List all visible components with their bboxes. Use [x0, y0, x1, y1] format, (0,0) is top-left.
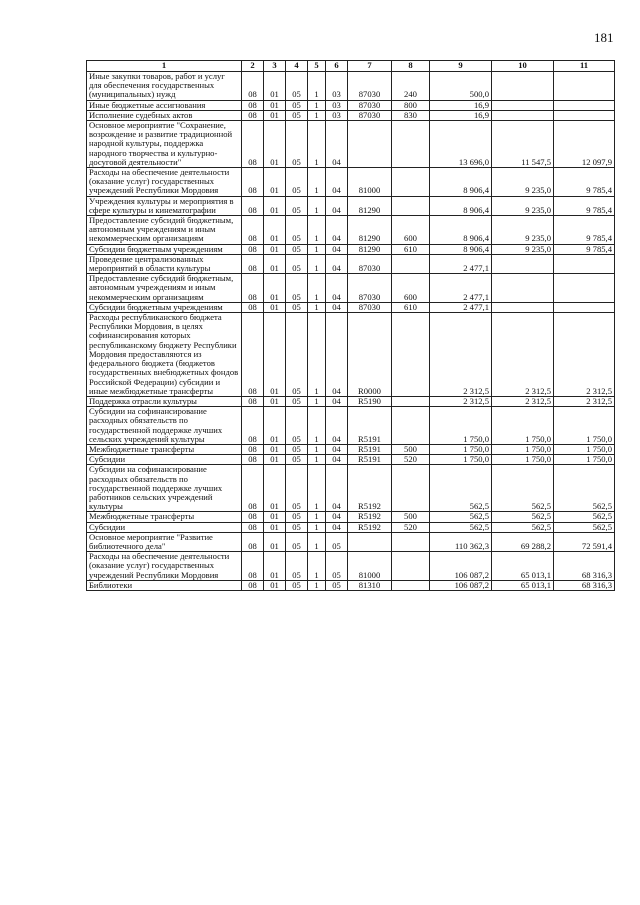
code-activity: 04 [326, 455, 348, 465]
code-expense-type [392, 580, 430, 590]
amount-year-1: 16,9 [430, 110, 492, 120]
amount-year-2: 2 312,5 [492, 396, 554, 406]
code-program: 05 [286, 465, 308, 512]
code-section: 08 [242, 244, 264, 254]
table-row [87, 274, 615, 303]
code-program: 05 [286, 444, 308, 454]
code-activity: 04 [326, 121, 348, 168]
table-row [87, 110, 615, 120]
amount-year-3: 72 591,4 [554, 532, 615, 551]
code-section: 08 [242, 313, 264, 397]
code-section: 08 [242, 552, 264, 581]
column-header: 3 [264, 61, 286, 72]
row-description: Учреждения культуры и мероприятия в сфере культуры и кинематографии [87, 196, 242, 215]
code-direction: 81290 [348, 196, 392, 215]
code-direction: 81290 [348, 244, 392, 254]
code-activity: 04 [326, 444, 348, 454]
code-program: 05 [286, 100, 308, 110]
amount-year-1: 1 750,0 [430, 444, 492, 454]
code-program: 05 [286, 110, 308, 120]
code-subsection: 01 [264, 552, 286, 581]
table-row [87, 100, 615, 110]
table-row [87, 407, 615, 445]
amount-year-1: 2 477,1 [430, 254, 492, 273]
code-program: 05 [286, 72, 308, 101]
code-expense-type [392, 168, 430, 197]
table-row [87, 552, 615, 581]
amount-year-3: 68 316,3 [554, 580, 615, 590]
code-subprogram: 1 [308, 512, 326, 522]
code-expense-type: 520 [392, 455, 430, 465]
amount-year-2: 562,5 [492, 512, 554, 522]
code-activity: 04 [326, 313, 348, 397]
code-subsection: 01 [264, 444, 286, 454]
row-description: Основное мероприятие "Развитие библиотечного дела" [87, 532, 242, 551]
code-direction: 81290 [348, 216, 392, 245]
code-expense-type [392, 552, 430, 581]
code-activity: 05 [326, 552, 348, 581]
code-section: 08 [242, 532, 264, 551]
row-description: Иные закупки товаров, работ и услуг для обеспечения государственных (муниципальных) нужд [87, 72, 242, 101]
amount-year-3: 1 750,0 [554, 444, 615, 454]
amount-year-1: 500,0 [430, 72, 492, 101]
code-subsection: 01 [264, 216, 286, 245]
code-subprogram: 1 [308, 302, 326, 312]
code-direction: R5192 [348, 522, 392, 532]
code-subsection: 01 [264, 302, 286, 312]
code-program: 05 [286, 254, 308, 273]
amount-year-2: 9 235,0 [492, 168, 554, 197]
code-program: 05 [286, 522, 308, 532]
code-program: 05 [286, 396, 308, 406]
amount-year-1: 562,5 [430, 465, 492, 512]
code-section: 08 [242, 72, 264, 101]
row-description: Расходы республиканского бюджета Республики Мордовия, в целях софинансирования которых республиканскому бюджету Республики Мордовия предоставляются из федерального бюджета (бюджетов государственных внебюджетных фондов Российской Федерации) субсидии и иные межбюджетные трансферты [87, 313, 242, 397]
code-activity: 04 [326, 522, 348, 532]
code-subprogram: 1 [308, 110, 326, 120]
code-direction: 87030 [348, 72, 392, 101]
amount-year-3: 9 785,4 [554, 196, 615, 215]
code-activity: 04 [326, 216, 348, 245]
column-header: 5 [308, 61, 326, 72]
code-section: 08 [242, 396, 264, 406]
code-direction: 87030 [348, 110, 392, 120]
code-direction: R0000 [348, 313, 392, 397]
amount-year-2: 65 013,1 [492, 580, 554, 590]
code-expense-type: 800 [392, 100, 430, 110]
amount-year-2: 562,5 [492, 465, 554, 512]
code-section: 08 [242, 196, 264, 215]
code-subprogram: 1 [308, 552, 326, 581]
table-row [87, 121, 615, 168]
table-row [87, 455, 615, 465]
amount-year-3: 562,5 [554, 512, 615, 522]
column-header: 7 [348, 61, 392, 72]
amount-year-2: 11 547,5 [492, 121, 554, 168]
code-program: 05 [286, 274, 308, 303]
code-subsection: 01 [264, 254, 286, 273]
code-direction: R5190 [348, 396, 392, 406]
budget-table [86, 60, 615, 591]
column-header: 11 [554, 61, 615, 72]
code-program: 05 [286, 121, 308, 168]
page-number: 181 [594, 30, 614, 45]
amount-year-2: 1 750,0 [492, 407, 554, 445]
amount-year-3: 1 750,0 [554, 407, 615, 445]
code-subsection: 01 [264, 396, 286, 406]
amount-year-3: 9 785,4 [554, 244, 615, 254]
amount-year-1: 2 312,5 [430, 396, 492, 406]
code-program: 05 [286, 313, 308, 397]
code-activity: 04 [326, 168, 348, 197]
code-section: 08 [242, 274, 264, 303]
amount-year-2: 562,5 [492, 522, 554, 532]
code-subsection: 01 [264, 313, 286, 397]
code-direction: R5191 [348, 407, 392, 445]
code-direction: R5192 [348, 512, 392, 522]
code-section: 08 [242, 302, 264, 312]
column-header: 8 [392, 61, 430, 72]
column-header: 1 [87, 61, 242, 72]
code-section: 08 [242, 216, 264, 245]
amount-year-1: 8 906,4 [430, 244, 492, 254]
code-subsection: 01 [264, 110, 286, 120]
amount-year-1: 8 906,4 [430, 216, 492, 245]
amount-year-1: 2 477,1 [430, 274, 492, 303]
amount-year-1: 8 906,4 [430, 196, 492, 215]
code-direction: 81000 [348, 552, 392, 581]
amount-year-2: 1 750,0 [492, 444, 554, 454]
code-subprogram: 1 [308, 407, 326, 445]
amount-year-3: 9 785,4 [554, 216, 615, 245]
code-subprogram: 1 [308, 580, 326, 590]
amount-year-1: 106 087,2 [430, 552, 492, 581]
code-direction [348, 532, 392, 551]
table-row [87, 244, 615, 254]
row-description: Субсидии на софинансирование расходных обязательств по государственной поддержке лучших работников сельских учреждений культуры [87, 465, 242, 512]
code-program: 05 [286, 455, 308, 465]
column-header: 4 [286, 61, 308, 72]
code-activity: 04 [326, 512, 348, 522]
row-description: Проведение централизованных мероприятий в области культуры [87, 254, 242, 273]
code-expense-type [392, 396, 430, 406]
code-subprogram: 1 [308, 313, 326, 397]
code-subprogram: 1 [308, 532, 326, 551]
code-subprogram: 1 [308, 455, 326, 465]
code-activity: 04 [326, 274, 348, 303]
amount-year-1: 16,9 [430, 100, 492, 110]
amount-year-1: 1 750,0 [430, 455, 492, 465]
code-program: 05 [286, 512, 308, 522]
amount-year-3: 2 312,5 [554, 313, 615, 397]
amount-year-2 [492, 110, 554, 120]
code-subsection: 01 [264, 196, 286, 215]
amount-year-2 [492, 254, 554, 273]
code-section: 08 [242, 110, 264, 120]
amount-year-1: 2 312,5 [430, 313, 492, 397]
code-expense-type [392, 121, 430, 168]
code-subprogram: 1 [308, 121, 326, 168]
code-program: 05 [286, 302, 308, 312]
code-subprogram: 1 [308, 274, 326, 303]
table-header-row [87, 61, 615, 72]
amount-year-2 [492, 302, 554, 312]
table-row [87, 532, 615, 551]
code-activity: 04 [326, 465, 348, 512]
code-subsection: 01 [264, 274, 286, 303]
code-subprogram: 1 [308, 522, 326, 532]
code-direction [348, 121, 392, 168]
amount-year-1: 562,5 [430, 522, 492, 532]
code-subsection: 01 [264, 121, 286, 168]
amount-year-3 [554, 302, 615, 312]
row-description: Расходы на обеспечение деятельности (оказание услуг) государственных учреждений Республики Мордовия [87, 168, 242, 197]
code-subsection: 01 [264, 244, 286, 254]
code-subprogram: 1 [308, 100, 326, 110]
code-section: 08 [242, 100, 264, 110]
code-activity: 04 [326, 407, 348, 445]
code-expense-type: 830 [392, 110, 430, 120]
code-expense-type: 520 [392, 522, 430, 532]
row-description: Предоставление субсидий бюджетным, автономным учреждениям и иным некоммерческим организациям [87, 274, 242, 303]
row-description: Поддержка отрасли культуры [87, 396, 242, 406]
table-row [87, 396, 615, 406]
code-expense-type: 240 [392, 72, 430, 101]
row-description: Межбюджетные трансферты [87, 444, 242, 454]
table-row [87, 216, 615, 245]
code-section: 08 [242, 455, 264, 465]
code-section: 08 [242, 407, 264, 445]
amount-year-2 [492, 274, 554, 303]
amount-year-1: 2 477,1 [430, 302, 492, 312]
amount-year-3 [554, 274, 615, 303]
table-body [87, 72, 615, 591]
code-subsection: 01 [264, 532, 286, 551]
code-activity: 04 [326, 254, 348, 273]
row-description: Межбюджетные трансферты [87, 512, 242, 522]
row-description: Иные бюджетные ассигнования [87, 100, 242, 110]
code-direction: 81310 [348, 580, 392, 590]
table-row [87, 196, 615, 215]
code-subprogram: 1 [308, 465, 326, 512]
code-subsection: 01 [264, 100, 286, 110]
column-header: 2 [242, 61, 264, 72]
column-header: 10 [492, 61, 554, 72]
amount-year-3 [554, 72, 615, 101]
row-description: Субсидии [87, 522, 242, 532]
amount-year-3 [554, 100, 615, 110]
column-header: 9 [430, 61, 492, 72]
code-direction: 81000 [348, 168, 392, 197]
amount-year-2: 9 235,0 [492, 216, 554, 245]
code-activity: 04 [326, 244, 348, 254]
code-direction: 87030 [348, 100, 392, 110]
row-description: Исполнение судебных актов [87, 110, 242, 120]
row-description: Субсидии бюджетным учреждениям [87, 302, 242, 312]
code-direction: 87030 [348, 254, 392, 273]
code-program: 05 [286, 244, 308, 254]
amount-year-1: 110 362,3 [430, 532, 492, 551]
code-program: 05 [286, 407, 308, 445]
table-row [87, 444, 615, 454]
code-program: 05 [286, 580, 308, 590]
code-subprogram: 1 [308, 72, 326, 101]
code-expense-type [392, 407, 430, 445]
amount-year-2: 69 288,2 [492, 532, 554, 551]
code-subsection: 01 [264, 465, 286, 512]
table-row [87, 168, 615, 197]
code-expense-type: 610 [392, 302, 430, 312]
code-expense-type [392, 313, 430, 397]
code-section: 08 [242, 512, 264, 522]
amount-year-3 [554, 110, 615, 120]
code-activity: 03 [326, 110, 348, 120]
code-program: 05 [286, 196, 308, 215]
code-expense-type: 500 [392, 444, 430, 454]
amount-year-2 [492, 100, 554, 110]
amount-year-3: 2 312,5 [554, 396, 615, 406]
table-row [87, 580, 615, 590]
amount-year-3: 562,5 [554, 465, 615, 512]
code-section: 08 [242, 168, 264, 197]
code-section: 08 [242, 444, 264, 454]
amount-year-3: 12 097,9 [554, 121, 615, 168]
amount-year-3: 1 750,0 [554, 455, 615, 465]
amount-year-3 [554, 254, 615, 273]
code-direction: R5192 [348, 465, 392, 512]
amount-year-2: 9 235,0 [492, 244, 554, 254]
amount-year-3: 562,5 [554, 522, 615, 532]
code-expense-type: 500 [392, 512, 430, 522]
row-description: Библиотеки [87, 580, 242, 590]
table-row [87, 72, 615, 101]
amount-year-2 [492, 72, 554, 101]
table-row [87, 302, 615, 312]
code-activity: 04 [326, 196, 348, 215]
code-activity: 04 [326, 302, 348, 312]
code-expense-type: 600 [392, 216, 430, 245]
code-direction: 87030 [348, 302, 392, 312]
code-subprogram: 1 [308, 168, 326, 197]
code-subprogram: 1 [308, 444, 326, 454]
code-direction: R5191 [348, 444, 392, 454]
code-program: 05 [286, 532, 308, 551]
code-subprogram: 1 [308, 196, 326, 215]
row-description: Субсидии бюджетным учреждениям [87, 244, 242, 254]
code-section: 08 [242, 522, 264, 532]
code-program: 05 [286, 216, 308, 245]
code-section: 08 [242, 254, 264, 273]
code-subsection: 01 [264, 72, 286, 101]
code-subsection: 01 [264, 168, 286, 197]
code-program: 05 [286, 168, 308, 197]
code-activity: 03 [326, 100, 348, 110]
amount-year-2: 65 013,1 [492, 552, 554, 581]
code-activity: 04 [326, 396, 348, 406]
code-direction: R5191 [348, 455, 392, 465]
code-expense-type [392, 254, 430, 273]
code-section: 08 [242, 465, 264, 512]
code-subsection: 01 [264, 522, 286, 532]
table-row [87, 522, 615, 532]
code-subprogram: 1 [308, 396, 326, 406]
amount-year-1: 562,5 [430, 512, 492, 522]
amount-year-1: 1 750,0 [430, 407, 492, 445]
code-subprogram: 1 [308, 254, 326, 273]
row-description: Расходы на обеспечение деятельности (оказание услуг) государственных учреждений Республики Мордовия [87, 552, 242, 581]
row-description: Предоставление субсидий бюджетным, автономным учреждениям и иным некоммерческим организациям [87, 216, 242, 245]
code-subsection: 01 [264, 455, 286, 465]
row-description: Основное мероприятие "Сохранение, возрождение и развитие традиционной народной культуры, поддержка народного творчества и культурно-досуговой деятельности" [87, 121, 242, 168]
row-description: Субсидии [87, 455, 242, 465]
code-subsection: 01 [264, 407, 286, 445]
code-expense-type: 610 [392, 244, 430, 254]
code-section: 08 [242, 580, 264, 590]
table-row [87, 465, 615, 512]
amount-year-1: 13 696,0 [430, 121, 492, 168]
amount-year-3: 9 785,4 [554, 168, 615, 197]
code-expense-type [392, 196, 430, 215]
code-section: 08 [242, 121, 264, 168]
code-activity: 05 [326, 580, 348, 590]
column-header: 6 [326, 61, 348, 72]
table-row [87, 254, 615, 273]
code-direction: 87030 [348, 274, 392, 303]
code-subsection: 01 [264, 580, 286, 590]
code-activity: 05 [326, 532, 348, 551]
amount-year-3: 68 316,3 [554, 552, 615, 581]
code-subsection: 01 [264, 512, 286, 522]
amount-year-2: 2 312,5 [492, 313, 554, 397]
code-expense-type [392, 465, 430, 512]
code-subprogram: 1 [308, 216, 326, 245]
code-expense-type [392, 532, 430, 551]
code-subprogram: 1 [308, 244, 326, 254]
table-row [87, 313, 615, 397]
code-activity: 03 [326, 72, 348, 101]
code-program: 05 [286, 552, 308, 581]
amount-year-2: 9 235,0 [492, 196, 554, 215]
amount-year-1: 8 906,4 [430, 168, 492, 197]
amount-year-1: 106 087,2 [430, 580, 492, 590]
table-row [87, 512, 615, 522]
code-expense-type: 600 [392, 274, 430, 303]
row-description: Субсидии на софинансирование расходных обязательств по государственной поддержке лучших сельских учреждений культуры [87, 407, 242, 445]
amount-year-2: 1 750,0 [492, 455, 554, 465]
